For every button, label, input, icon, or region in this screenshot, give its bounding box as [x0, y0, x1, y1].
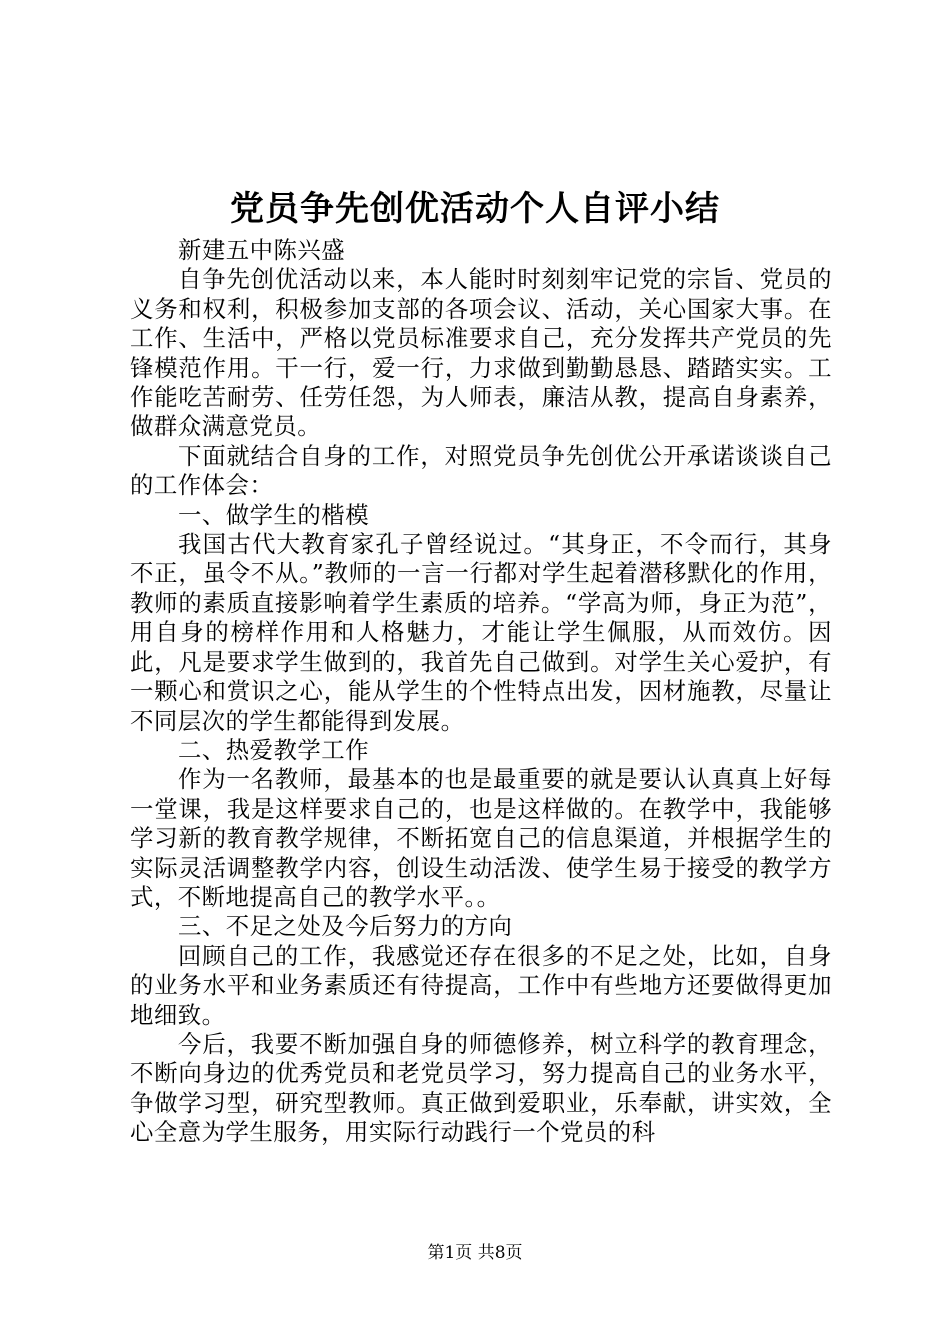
paragraph: 回顾自己的工作，我感觉还存在很多的不足之处，比如，自身的业务水平和业务素质还有待提高，工作中有些地方还要做得更加地细致。: [130, 941, 832, 1029]
paragraph: 自争先创优活动以来，本人能时时刻刻牢记党的宗旨、党员的义务和权利，积极参加支部的各项会议、活动，关心国家大事。在工作、生活中，严格以党员标准要求自己，充分发挥共产党员的先锋模范作用。干一行，爱一行，力求做到勤勤恳恳、踏踏实实。工作能吃苦耐劳、任劳任怨，为人师表，廉洁从教，提高自身素养，做群众满意党员。: [130, 265, 832, 441]
section-heading: 一、做学生的楷模: [177, 500, 370, 529]
document-title: 党员争先创优活动个人自评小结: [230, 189, 720, 229]
paragraph: 作为一名教师，最基本的也是最重要的就是要认认真真上好每一堂课，我是这样要求自己的，也是这样做的。在教学中，我能够学习新的教育教学规律，不断拓宽自己的信息渠道，并根据学生的实际灵活调整教学内容，创设生动活泼、使学生易于接受的教学方式，不断地提高自己的教学水平。。: [130, 765, 832, 911]
paragraph: 今后，我要不断加强自身的师德修养，树立科学的教育理念，不断向身边的优秀党员和老党员学习，努力提高自己的业务水平，争做学习型，研究型教师。真正做到爱职业，乐奉献，讲实效，全心全意为学生服务，用实际行动践行一个党员的科: [130, 1029, 832, 1147]
paragraph: 我国古代大教育家孔子曾经说过。“其身正，不令而行，其身不正，虽令不从。”教师的一言一行都对学生起着潜移默化的作用，教师的素质直接影响着学生素质的培养。“学高为师，身正为范”，用自身的榜样作用和人格魅力，才能让学生佩服，从而效仿。因此，凡是要求学生做到的，我首先自己做到。对学生关心爱护，有一颗心和赏识之心，能从学生的个性特点出发，因材施教，尽量让不同层次的学生都能得到发展。: [130, 530, 832, 735]
author-line: 新建五中陈兴盛: [177, 236, 346, 264]
section-heading: 三、不足之处及今后努力的方向: [177, 912, 513, 941]
paragraph: 下面就结合自身的工作，对照党员争先创优公开承诺谈谈自己的工作体会：: [130, 441, 832, 500]
document-body: [130, 236, 832, 1148]
section-heading: 二、热爱教学工作: [177, 735, 370, 764]
page-footer: 第1页 共8页: [427, 1243, 523, 1263]
